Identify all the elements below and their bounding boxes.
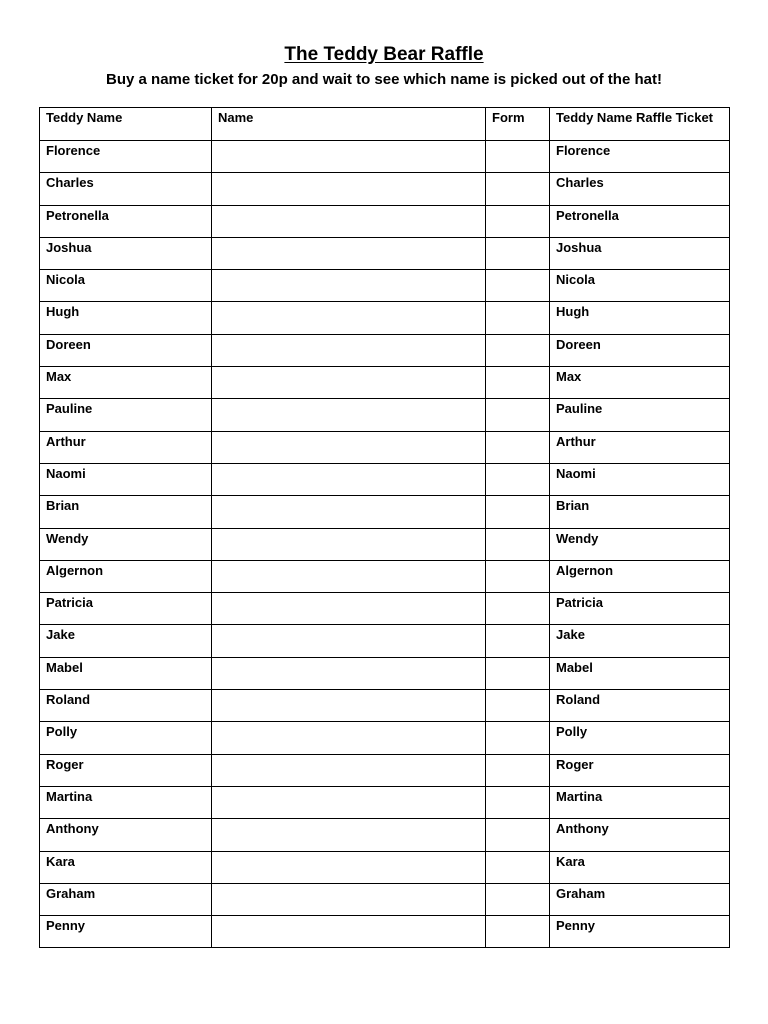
name-cell[interactable] xyxy=(212,463,486,495)
raffle-ticket-cell: Brian xyxy=(550,496,730,528)
form-cell[interactable] xyxy=(486,141,550,173)
teddy-name-cell: Polly xyxy=(40,722,212,754)
name-cell[interactable] xyxy=(212,754,486,786)
teddy-name-cell: Roland xyxy=(40,690,212,722)
teddy-name-cell: Brian xyxy=(40,496,212,528)
name-cell[interactable] xyxy=(212,560,486,592)
table-row xyxy=(40,431,730,463)
name-cell[interactable] xyxy=(212,399,486,431)
raffle-ticket-cell: Arthur xyxy=(550,431,730,463)
raffle-ticket-cell: Doreen xyxy=(550,334,730,366)
teddy-name-cell: Florence xyxy=(40,141,212,173)
table-row xyxy=(40,625,730,657)
form-cell[interactable] xyxy=(486,786,550,818)
form-cell[interactable] xyxy=(486,528,550,560)
raffle-ticket-cell: Anthony xyxy=(550,819,730,851)
header-raffle-ticket: Teddy Name Raffle Ticket xyxy=(550,108,730,141)
table-row xyxy=(40,270,730,302)
teddy-name-cell: Nicola xyxy=(40,270,212,302)
teddy-name-cell: Hugh xyxy=(40,302,212,334)
name-cell[interactable] xyxy=(212,657,486,689)
name-cell[interactable] xyxy=(212,302,486,334)
page-subtitle: Buy a name ticket for 20p and wait to see which name is picked out of the hat! xyxy=(106,71,662,88)
header-name: Name xyxy=(212,108,486,141)
raffle-ticket-cell: Naomi xyxy=(550,463,730,495)
name-cell[interactable] xyxy=(212,786,486,818)
table-row xyxy=(40,657,730,689)
header-teddy-name: Teddy Name xyxy=(40,108,212,141)
raffle-ticket-cell: Hugh xyxy=(550,302,730,334)
table-row xyxy=(40,593,730,625)
teddy-name-cell: Anthony xyxy=(40,819,212,851)
raffle-ticket-cell: Graham xyxy=(550,883,730,915)
name-cell[interactable] xyxy=(212,141,486,173)
form-cell[interactable] xyxy=(486,399,550,431)
teddy-name-cell: Graham xyxy=(40,883,212,915)
raffle-ticket-cell: Joshua xyxy=(550,237,730,269)
table-row xyxy=(40,722,730,754)
table-body xyxy=(40,141,730,948)
teddy-name-cell: Charles xyxy=(40,173,212,205)
form-cell[interactable] xyxy=(486,237,550,269)
raffle-table xyxy=(39,107,730,948)
name-cell[interactable] xyxy=(212,334,486,366)
table-row xyxy=(40,205,730,237)
table-row xyxy=(40,883,730,915)
form-cell[interactable] xyxy=(486,754,550,786)
raffle-ticket-cell: Nicola xyxy=(550,270,730,302)
name-cell[interactable] xyxy=(212,237,486,269)
teddy-name-cell: Doreen xyxy=(40,334,212,366)
table-row xyxy=(40,334,730,366)
form-cell[interactable] xyxy=(486,270,550,302)
table-row xyxy=(40,916,730,948)
table-row xyxy=(40,237,730,269)
teddy-name-cell: Algernon xyxy=(40,560,212,592)
teddy-name-cell: Martina xyxy=(40,786,212,818)
raffle-ticket-cell: Martina xyxy=(550,786,730,818)
form-cell[interactable] xyxy=(486,722,550,754)
raffle-ticket-cell: Max xyxy=(550,367,730,399)
table-row xyxy=(40,496,730,528)
raffle-ticket-cell: Jake xyxy=(550,625,730,657)
table-row xyxy=(40,302,730,334)
raffle-ticket-cell: Kara xyxy=(550,851,730,883)
raffle-ticket-cell: Polly xyxy=(550,722,730,754)
teddy-name-cell: Naomi xyxy=(40,463,212,495)
page-title: The Teddy Bear Raffle xyxy=(284,44,484,65)
name-cell[interactable] xyxy=(212,173,486,205)
raffle-ticket-cell: Petronella xyxy=(550,205,730,237)
name-cell[interactable] xyxy=(212,205,486,237)
table-row xyxy=(40,367,730,399)
form-cell[interactable] xyxy=(486,367,550,399)
name-cell[interactable] xyxy=(212,916,486,948)
raffle-ticket-cell: Mabel xyxy=(550,657,730,689)
raffle-ticket-cell: Algernon xyxy=(550,560,730,592)
table-row xyxy=(40,141,730,173)
name-cell[interactable] xyxy=(212,625,486,657)
form-cell[interactable] xyxy=(486,302,550,334)
teddy-name-cell: Mabel xyxy=(40,657,212,689)
raffle-ticket-cell: Roger xyxy=(550,754,730,786)
form-cell[interactable] xyxy=(486,851,550,883)
table-row xyxy=(40,819,730,851)
table-row xyxy=(40,173,730,205)
name-cell[interactable] xyxy=(212,496,486,528)
table-row xyxy=(40,754,730,786)
form-cell[interactable] xyxy=(486,431,550,463)
teddy-name-cell: Max xyxy=(40,367,212,399)
teddy-name-cell: Petronella xyxy=(40,205,212,237)
table-row xyxy=(40,528,730,560)
table-row xyxy=(40,851,730,883)
form-cell[interactable] xyxy=(486,560,550,592)
name-cell[interactable] xyxy=(212,593,486,625)
teddy-name-cell: Patricia xyxy=(40,593,212,625)
name-cell[interactable] xyxy=(212,851,486,883)
name-cell[interactable] xyxy=(212,722,486,754)
raffle-ticket-cell: Patricia xyxy=(550,593,730,625)
teddy-name-cell: Arthur xyxy=(40,431,212,463)
form-cell[interactable] xyxy=(486,883,550,915)
name-cell[interactable] xyxy=(212,883,486,915)
name-cell[interactable] xyxy=(212,528,486,560)
table-row xyxy=(40,560,730,592)
teddy-name-cell: Pauline xyxy=(40,399,212,431)
name-cell[interactable] xyxy=(212,270,486,302)
form-cell[interactable] xyxy=(486,916,550,948)
teddy-name-cell: Kara xyxy=(40,851,212,883)
form-cell[interactable] xyxy=(486,205,550,237)
teddy-name-cell: Roger xyxy=(40,754,212,786)
name-cell[interactable] xyxy=(212,690,486,722)
form-cell[interactable] xyxy=(486,173,550,205)
form-cell[interactable] xyxy=(486,496,550,528)
raffle-ticket-cell: Wendy xyxy=(550,528,730,560)
table-row xyxy=(40,463,730,495)
raffle-ticket-cell: Pauline xyxy=(550,399,730,431)
teddy-name-cell: Wendy xyxy=(40,528,212,560)
table-row xyxy=(40,399,730,431)
form-cell[interactable] xyxy=(486,819,550,851)
table-header-row xyxy=(40,108,730,141)
name-cell[interactable] xyxy=(212,367,486,399)
raffle-ticket-cell: Charles xyxy=(550,173,730,205)
teddy-name-cell: Joshua xyxy=(40,237,212,269)
raffle-ticket-cell: Florence xyxy=(550,141,730,173)
name-cell[interactable] xyxy=(212,819,486,851)
name-cell[interactable] xyxy=(212,431,486,463)
form-cell[interactable] xyxy=(486,690,550,722)
raffle-ticket-cell: Roland xyxy=(550,690,730,722)
teddy-name-cell: Jake xyxy=(40,625,212,657)
table-row xyxy=(40,786,730,818)
form-cell[interactable] xyxy=(486,657,550,689)
teddy-name-cell: Penny xyxy=(40,916,212,948)
form-cell[interactable] xyxy=(486,334,550,366)
header-form: Form xyxy=(486,108,550,141)
form-cell[interactable] xyxy=(486,593,550,625)
table-row xyxy=(40,690,730,722)
form-cell[interactable] xyxy=(486,463,550,495)
raffle-ticket-cell: Penny xyxy=(550,916,730,948)
form-cell[interactable] xyxy=(486,625,550,657)
